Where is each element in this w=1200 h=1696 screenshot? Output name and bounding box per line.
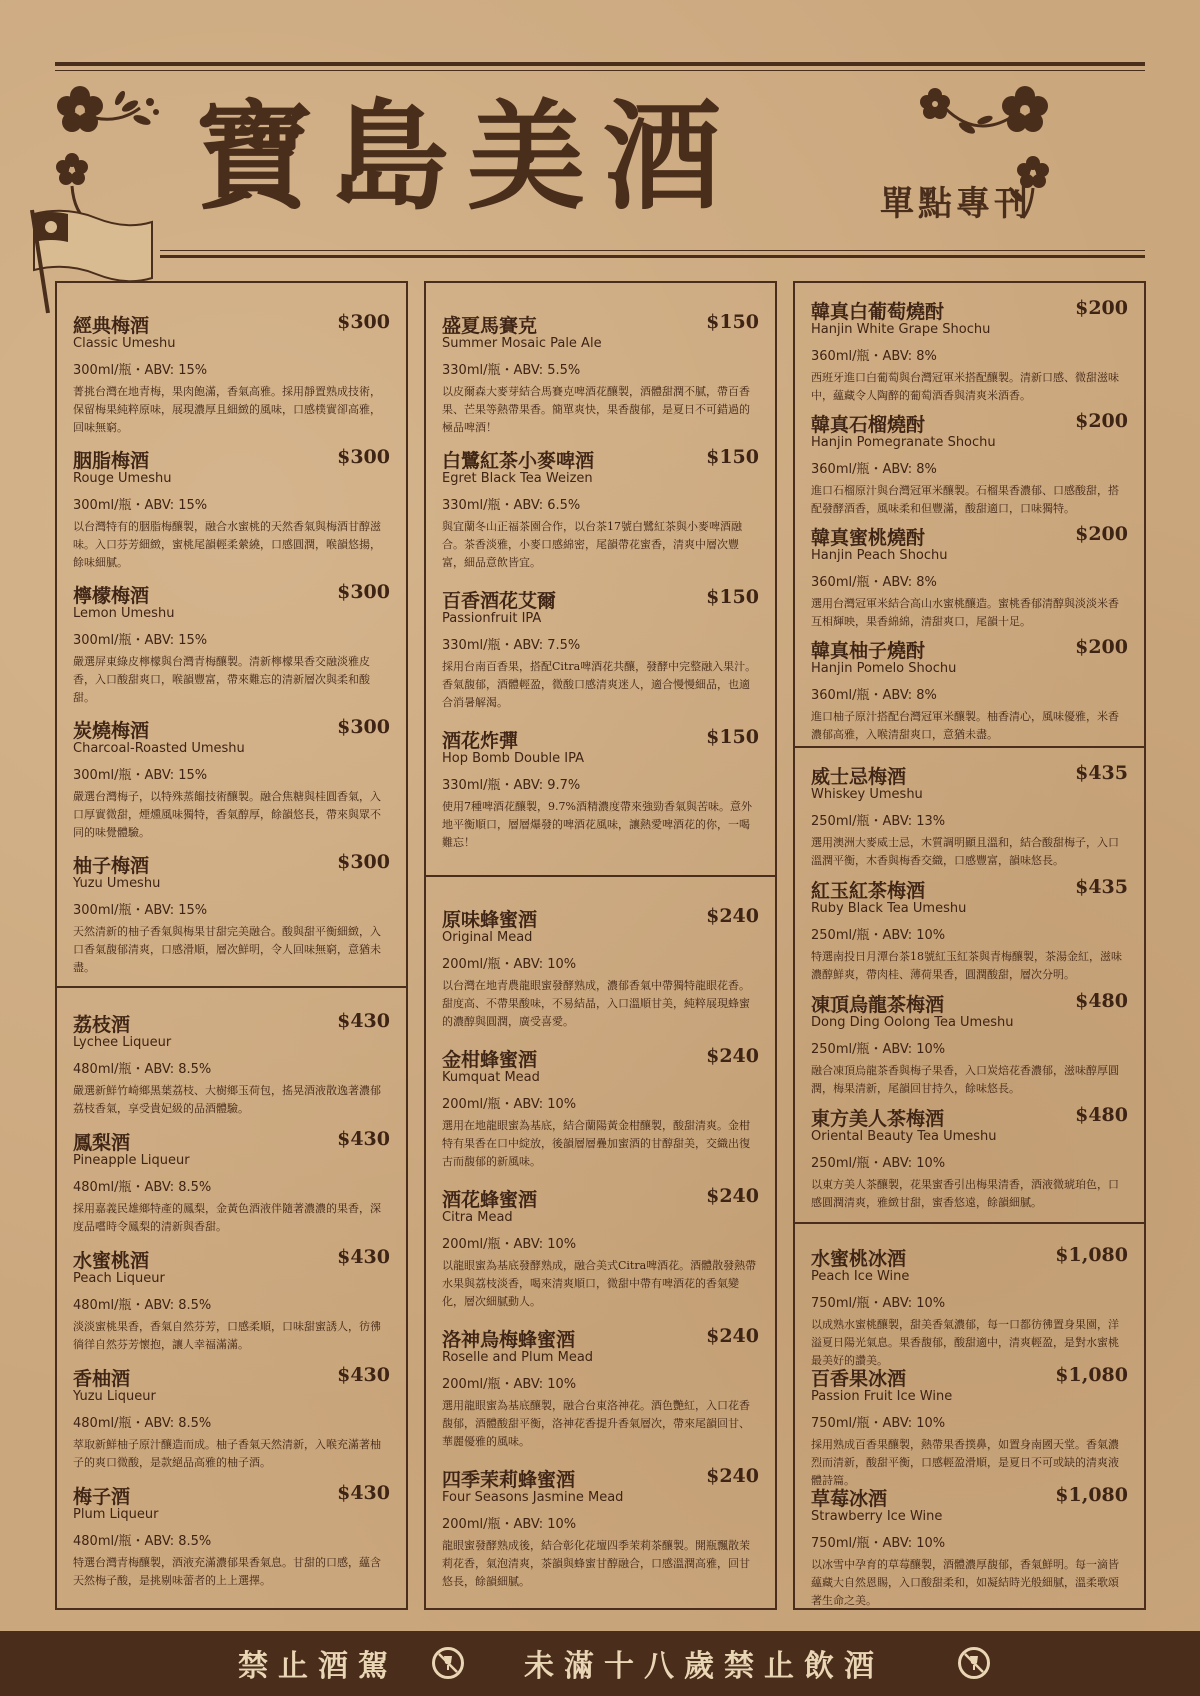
item-description: 淡淡蜜桃果香，香氣自然芬芳，口感柔順，口味甜蜜誘人，彷彿徜徉自然芬芳懷抱，讓人幸福滿滿。 (73, 1320, 381, 1351)
item-name: 梅子酒 (73, 1486, 131, 1508)
item-description: 進口石榴原汁與台灣冠軍米釀製。石榴果香濃郁、口感酸甜，搭配發酵酒香，風味柔和但豐滿，酸甜適口，口味獨特。 (811, 484, 1119, 515)
item-price: $240 (706, 1465, 759, 1487)
menu-column-3 (793, 281, 1146, 1610)
menu-item (57, 1128, 406, 1243)
item-description: 嚴選台灣梅子，以特殊蒸餾技術釀製。融合焦糖與桂圓香氣，入口厚實微甜，煙燻風味獨特，香氣醇厚，餘韻悠長，帶來與眾不同的味覺體驗。 (73, 790, 381, 839)
menu-item (426, 726, 775, 856)
menu-item (57, 581, 406, 711)
menu-item (57, 1246, 406, 1361)
item-description: 以龍眼蜜為基底發酵熟成，融合美式Citra啤酒花。酒體散發熱帶水果與荔枝淡香，喝來清爽順口，微甜中帶有啤酒花的香氣變化，層次細膩動人。 (442, 1259, 757, 1308)
item-price: $240 (706, 905, 759, 927)
item-description: 以成熟水蜜桃釀製，甜美香氣濃郁，每一口都彷彿置身果園，洋溢夏日陽光氣息。果香馥郁，酸甜適中，清爽輕盈，是對水蜜桃最美好的讚美。 (811, 1318, 1119, 1367)
item-spec: 480ml/瓶・ABV: 8.5% (73, 1180, 212, 1195)
page-subtitle: 單點專刊 (880, 184, 1032, 224)
item-spec: 250ml/瓶・ABV: 13% (811, 814, 946, 829)
menu-item (57, 1482, 406, 1597)
footer-warning-underage: 未滿十八歲禁止飲酒 (524, 1649, 884, 1684)
item-spec: 200ml/瓶・ABV: 10% (442, 957, 577, 972)
footer-warning-drunk-driving: 禁止酒駕 (238, 1649, 398, 1684)
item-name: 盛夏馬賽克 (442, 315, 538, 337)
item-description: 融合凍頂烏龍茶香與梅子果香，入口炭焙花香濃郁，滋味醇厚圓潤，梅果清新，尾韻回甘持久，餘味悠長。 (811, 1064, 1119, 1095)
item-description: 萃取新鮮柚子原汁釀造而成。柚子香氣天然清新，入喉充滿著柚子的爽口微酸，是款絕品高雅的柚子酒。 (73, 1438, 381, 1469)
item-name: 胭脂梅酒 (73, 450, 150, 472)
item-english-name: Yuzu Umeshu (73, 876, 161, 891)
item-spec: 250ml/瓶・ABV: 10% (811, 1042, 946, 1057)
menu-item (795, 1244, 1144, 1367)
item-english-name: Hanjin White Grape Shochu (811, 322, 991, 337)
menu-item (57, 716, 406, 846)
item-description: 天然清新的柚子香氣與梅果甘甜完美融合。酸與甜平衡細緻，入口香氣馥郁清爽，口感滑順，層次鮮明，令人回味無窮，意猶未盡。 (73, 925, 381, 974)
item-english-name: Roselle and Plum Mead (442, 1350, 594, 1365)
item-name: 洛神烏梅蜂蜜酒 (442, 1329, 576, 1351)
item-english-name: Charcoal-Roasted Umeshu (73, 741, 245, 756)
item-spec: 250ml/瓶・ABV: 10% (811, 928, 946, 943)
item-spec: 480ml/瓶・ABV: 8.5% (73, 1416, 212, 1431)
item-price: $300 (337, 851, 390, 873)
item-english-name: Peach Ice Wine (811, 1269, 910, 1284)
item-english-name: Hanjin Peach Shochu (811, 548, 948, 563)
item-english-name: Plum Liqueur (73, 1507, 159, 1522)
menu-item (57, 1364, 406, 1479)
menu-item (57, 311, 406, 441)
item-name: 韓真蜜桃燒酎 (811, 527, 926, 549)
item-name: 紅玉紅茶梅酒 (811, 880, 926, 902)
item-spec: 480ml/瓶・ABV: 8.5% (73, 1534, 212, 1549)
no-drinking-icon (958, 1647, 990, 1679)
menu-item (795, 297, 1144, 407)
item-english-name: Kumquat Mead (442, 1070, 540, 1085)
item-spec: 330ml/瓶・ABV: 5.5% (442, 363, 581, 378)
menu-item (795, 523, 1144, 633)
item-name: 東方美人茶梅酒 (811, 1108, 945, 1130)
item-name: 韓真柚子燒酎 (811, 640, 926, 662)
item-price: $150 (706, 586, 759, 608)
item-spec: 200ml/瓶・ABV: 10% (442, 1097, 577, 1112)
item-name: 酒花蜂蜜酒 (442, 1189, 538, 1211)
item-english-name: Whiskey Umeshu (811, 787, 923, 802)
item-english-name: Dong Ding Oolong Tea Umeshu (811, 1015, 1014, 1030)
menu-item (795, 1364, 1144, 1487)
menu-item (795, 876, 1144, 988)
item-spec: 200ml/瓶・ABV: 10% (442, 1517, 577, 1532)
item-price: $150 (706, 446, 759, 468)
item-price: $300 (337, 446, 390, 468)
item-price: $1,080 (1055, 1244, 1128, 1266)
menu-item (57, 446, 406, 576)
item-name: 金柑蜂蜜酒 (442, 1049, 538, 1071)
item-price: $300 (337, 311, 390, 333)
item-english-name: Hanjin Pomegranate Shochu (811, 435, 996, 450)
item-name: 檸檬梅酒 (73, 585, 150, 607)
menu-section-shochu (795, 283, 1144, 746)
item-description: 進口柚子原汁搭配台灣冠軍米釀製。柚香清心，風味優雅，米香濃郁高雅，入喉清甜爽口，意猶未盡。 (811, 710, 1119, 741)
menu-section-ice-wine (795, 1224, 1144, 1610)
menu-item (57, 1010, 406, 1125)
item-description: 嚴選屏東綠皮檸檬與台灣青梅釀製。清新檸檬果香交融淡雅皮香，入口酸甜爽口，喉韻豐富，帶來難忘的清新層次與柔和酸甜。 (73, 655, 370, 704)
header-rule (160, 255, 1145, 258)
item-name: 柚子梅酒 (73, 855, 150, 877)
item-english-name: Pineapple Liqueur (73, 1153, 190, 1168)
item-spec: 300ml/瓶・ABV: 15% (73, 903, 208, 918)
item-price: $1,080 (1055, 1484, 1128, 1506)
item-spec: 360ml/瓶・ABV: 8% (811, 688, 937, 703)
item-spec: 750ml/瓶・ABV: 10% (811, 1416, 946, 1431)
item-price: $240 (706, 1185, 759, 1207)
item-spec: 330ml/瓶・ABV: 6.5% (442, 498, 581, 513)
item-spec: 250ml/瓶・ABV: 10% (811, 1156, 946, 1171)
item-spec: 750ml/瓶・ABV: 10% (811, 1536, 946, 1551)
item-spec: 300ml/瓶・ABV: 15% (73, 498, 208, 513)
menu-item (57, 851, 406, 981)
item-description: 西班牙進口白葡萄與台灣冠軍米搭配釀製。清新口感、微甜滋味中，蘊藏令人陶醉的葡萄酒香與清爽米酒香。 (811, 371, 1119, 402)
item-english-name: Lychee Liqueur (73, 1035, 172, 1050)
item-description: 選用在地龍眼蜜為基底，結合蘭陽黃金柑釀製，酸甜清爽。金柑特有果香在口中綻放，後韻層層疊加蜜酒的甘醇甜美，交織出復古而馥郁的新風味。 (442, 1119, 750, 1168)
item-spec: 200ml/瓶・ABV: 10% (442, 1237, 577, 1252)
item-spec: 330ml/瓶・ABV: 9.7% (442, 778, 581, 793)
item-price: $150 (706, 726, 759, 748)
item-name: 百香果冰酒 (811, 1368, 907, 1390)
menu-item (795, 1484, 1144, 1607)
item-price: $1,080 (1055, 1364, 1128, 1386)
item-spec: 360ml/瓶・ABV: 8% (811, 349, 937, 364)
item-name: 水蜜桃酒 (73, 1250, 150, 1272)
item-price: $430 (337, 1482, 390, 1504)
item-description: 採用熟成百香果釀製，熱帶果香撲鼻，如置身南國天堂。香氣濃烈而清新，酸甜平衡，口感輕盈滑順，是夏日不可或缺的清爽液體詩篇。 (811, 1438, 1119, 1487)
item-price: $435 (1075, 876, 1128, 898)
item-description: 以皮爾森大麥芽結合馬賽克啤酒花釀製，酒體甜潤不膩，帶百香果、芒果等熱帶果香。簡單爽快，果香馥郁，是夏日不可錯過的極品啤酒！ (442, 385, 750, 434)
item-price: $480 (1075, 1104, 1128, 1126)
menu-item (795, 410, 1144, 520)
menu-section-tea-umeshu (795, 748, 1144, 1222)
item-price: $200 (1075, 297, 1128, 319)
item-english-name: Four Seasons Jasmine Mead (442, 1490, 624, 1505)
item-name: 酒花炸彈 (442, 730, 519, 752)
item-description: 選用澳洲大麥威士忌，木質調明顯且溫和，結合酸甜梅子，入口溫潤平衡，木香與梅香交織，口感豐富，韻味悠長。 (811, 836, 1119, 867)
item-name: 原味蜂蜜酒 (442, 909, 538, 931)
menu-item (426, 1465, 775, 1600)
item-description: 選用龍眼蜜為基底釀製，融合台東洛神花。酒色艷紅，入口花香馥郁，酒體酸甜平衡，洛神花香提升香氣層次，帶來尾韻回甘、華麗優雅的風味。 (442, 1399, 750, 1448)
item-spec: 200ml/瓶・ABV: 10% (442, 1377, 577, 1392)
top-rule-thin (55, 70, 1145, 71)
item-description: 以東方美人茶釀製，花果蜜香引出梅果清香，酒液微琥珀色，口感圓潤清爽，雅緻甘甜，蜜香悠遠，餘韻細膩。 (811, 1178, 1119, 1209)
item-name: 草莓冰酒 (811, 1488, 888, 1510)
menu-section-umeshu (57, 283, 406, 986)
item-spec: 330ml/瓶・ABV: 7.5% (442, 638, 581, 653)
item-name: 百香酒花艾爾 (442, 590, 557, 612)
item-english-name: Lemon Umeshu (73, 606, 175, 621)
menu-column-2 (424, 281, 777, 1610)
item-name: 鳳梨酒 (73, 1132, 131, 1154)
menu-item (426, 905, 775, 1040)
item-description: 與宜蘭冬山正福茶園合作，以台茶17號白鷺紅茶與小麥啤酒融合。茶香淡雅，小麥口感綿密，尾韻帶花蜜香，清爽中層次豐富，細品意飲皆宜。 (442, 520, 742, 569)
item-name: 炭燒梅酒 (73, 720, 150, 742)
item-name: 四季茉莉蜂蜜酒 (442, 1469, 576, 1491)
item-spec: 750ml/瓶・ABV: 10% (811, 1296, 946, 1311)
item-english-name: Citra Mead (442, 1210, 513, 1225)
item-name: 凍頂烏龍茶梅酒 (811, 994, 945, 1016)
menu-item (795, 636, 1144, 746)
menu-item (795, 1104, 1144, 1216)
page-title: 寶島美酒 (195, 88, 740, 226)
item-price: $300 (337, 581, 390, 603)
item-english-name: Passionfruit IPA (442, 611, 542, 626)
item-name: 白鷺紅茶小麥啤酒 (442, 450, 595, 472)
item-name: 威士忌梅酒 (811, 766, 907, 788)
menu-item (795, 762, 1144, 874)
top-rule (55, 62, 1145, 66)
item-description: 選用台灣冠軍米結合高山水蜜桃釀造。蜜桃香郁清醇與淡淡米香互相輝映，果香綿綿，清甜爽口，尾韻十足。 (811, 597, 1119, 628)
item-spec: 480ml/瓶・ABV: 8.5% (73, 1298, 212, 1313)
item-price: $200 (1075, 523, 1128, 545)
item-english-name: Rouge Umeshu (73, 471, 172, 486)
item-english-name: Strawberry Ice Wine (811, 1509, 943, 1524)
item-english-name: Yuzu Liqueur (73, 1389, 156, 1404)
item-english-name: Oriental Beauty Tea Umeshu (811, 1129, 997, 1144)
menu-section-mead (426, 877, 775, 1610)
menu-item (426, 1185, 775, 1320)
menu-item (426, 311, 775, 441)
item-name: 韓真白葡萄燒酎 (811, 301, 945, 323)
item-price: $300 (337, 716, 390, 738)
item-price: $430 (337, 1364, 390, 1386)
menu-section-liqueur (57, 988, 406, 1610)
header-rule-thin (160, 250, 1145, 251)
item-description: 特選台灣青梅釀製，酒液充滿濃郁果香氣息。甘甜的口感，蘊含天然梅子酸，是挑剔味蕾者的上上選擇。 (73, 1556, 381, 1587)
item-description: 採用嘉義民雄鄉特產的鳳梨，金黃色酒液伴隨著濃濃的果香，深度品嚐時令鳳梨的清新與香甜。 (73, 1202, 381, 1233)
item-spec: 360ml/瓶・ABV: 8% (811, 462, 937, 477)
item-description: 嚴選新鮮竹崎鄉黑葉荔枝、大樹鄉玉荷包，搖晃酒液散逸著濃郁荔枝香氣，享受貴妃級的品酒體驗。 (73, 1084, 381, 1115)
item-english-name: Original Mead (442, 930, 533, 945)
plum-blossom-icon (50, 78, 190, 228)
menu-section-beer (426, 283, 775, 875)
item-description: 龍眼蜜發酵熟成後，結合彰化花壇四季茉莉茶釀製。開瓶飄散茉莉花香，氣泡清爽，茶韻與蜂蜜甘醇融合，口感溫潤高雅，回甘悠長，餘韻細膩。 (442, 1539, 750, 1588)
item-name: 香柚酒 (73, 1368, 131, 1390)
item-description: 特選南投日月潭台茶18號紅玉紅茶與青梅釀製，茶湯金紅，滋味濃醇鮮爽，帶肉桂、薄荷果香，圓潤酸甜，層次分明。 (811, 950, 1122, 981)
item-spec: 300ml/瓶・ABV: 15% (73, 633, 208, 648)
menu-item (426, 1045, 775, 1180)
item-description: 以台灣在地青農龍眼蜜發酵熟成，濃郁香氣中帶獨特龍眼花香。甜度高、不帶果酸味，不易結晶，入口溫順甘美，純粹展現蜂蜜的濃醇與圓潤，廣受喜愛。 (442, 979, 750, 1028)
item-description: 以台灣特有的胭脂梅釀製，融合水蜜桃的天然香氣與梅酒甘醇滋味。入口芬芳細緻，蜜桃尾韻輕柔縈繞，口感圓潤，喉韻悠揚，餘味細膩。 (73, 520, 381, 569)
menu-column-1 (55, 281, 408, 1610)
item-english-name: Hop Bomb Double IPA (442, 751, 584, 766)
item-description: 使用7種啤酒花釀製，9.7%酒精濃度帶來強勁香氣與苦味。意外地平衡順口，層層爆發的啤酒花風味，讓熱愛啤酒花的你，一喝難忘！ (442, 800, 752, 849)
item-english-name: Summer Mosaic Pale Ale (442, 336, 602, 351)
item-price: $480 (1075, 990, 1128, 1012)
item-english-name: Peach Liqueur (73, 1271, 165, 1286)
item-name: 荔枝酒 (73, 1014, 131, 1036)
item-name: 水蜜桃冰酒 (811, 1248, 907, 1270)
item-english-name: Egret Black Tea Weizen (442, 471, 593, 486)
item-description: 採用台南百香果，搭配Citra啤酒花共釀，發酵中完整融入果汁。香氣馥郁，酒體輕盈，微酸口感清爽迷人，適合慢慢細品，也適合消暑解渴。 (442, 660, 757, 709)
item-spec: 300ml/瓶・ABV: 15% (73, 363, 208, 378)
item-spec: 360ml/瓶・ABV: 8% (811, 575, 937, 590)
menu-item (426, 446, 775, 576)
item-description: 菁挑台灣在地青梅，果肉飽滿，香氣高雅。採用靜置熟成技術，保留梅果純粹原味，展現濃厚且細緻的風味，口感樸實卻高雅，回味無窮。 (73, 385, 381, 434)
item-price: $430 (337, 1128, 390, 1150)
menu-item (426, 1325, 775, 1460)
item-english-name: Hanjin Pomelo Shochu (811, 661, 957, 676)
item-english-name: Ruby Black Tea Umeshu (811, 901, 967, 916)
item-spec: 480ml/瓶・ABV: 8.5% (73, 1062, 212, 1077)
menu-item (795, 990, 1144, 1102)
item-price: $200 (1075, 636, 1128, 658)
item-price: $240 (706, 1045, 759, 1067)
item-spec: 300ml/瓶・ABV: 15% (73, 768, 208, 783)
item-price: $240 (706, 1325, 759, 1347)
item-price: $150 (706, 311, 759, 333)
item-name: 經典梅酒 (73, 315, 150, 337)
no-drinking-icon (432, 1647, 464, 1679)
menu-item (426, 586, 775, 716)
item-english-name: Classic Umeshu (73, 336, 176, 351)
item-price: $435 (1075, 762, 1128, 784)
item-english-name: Passion Fruit Ice Wine (811, 1389, 953, 1404)
item-price: $200 (1075, 410, 1128, 432)
item-price: $430 (337, 1246, 390, 1268)
item-description: 以冰雪中孕育的草莓釀製，酒體濃厚馥郁，香氣鮮明。每一滴皆蘊藏大自然恩賜，入口酸甜柔和，如凝結時光般細膩，溫柔歌頌著生命之美。 (811, 1558, 1119, 1607)
item-price: $430 (337, 1010, 390, 1032)
item-name: 韓真石榴燒酎 (811, 414, 926, 436)
